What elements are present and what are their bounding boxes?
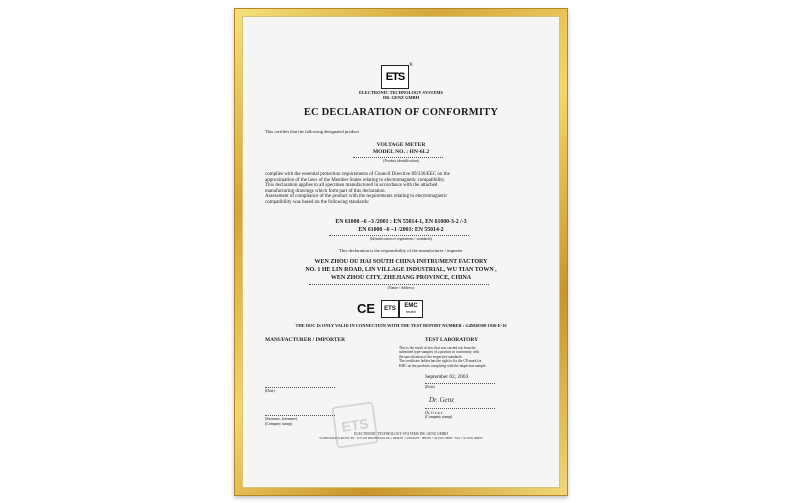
product-caption: (Product identification) [383, 159, 419, 163]
standards-line-1: EN 61000 –6 –3 /2001 : EN 55014-1, EN 61000-3-2 /-3 [335, 219, 467, 225]
emc-mark-label: EMC [404, 303, 418, 309]
document-title: EC DECLARATION OF CONFORMITY [303, 107, 499, 118]
test-lab-signer: Dr. G e n z [425, 410, 443, 415]
right-date-caption: (Date) [425, 385, 435, 389]
registered-mark: ® [409, 63, 413, 68]
right-date-rule [425, 383, 495, 384]
compliance-line: complies with the essential protection requirements of Council Directive 89/336/EEC on the [265, 172, 450, 177]
compliance-line: approximation of the laws of the Member States relating to electromagnetic compatibility. [265, 177, 446, 183]
left-date-rule [265, 387, 335, 388]
manufacturer-heading: MANUFACTURER / IMPORTER [265, 337, 345, 343]
manufacturer-rule [309, 284, 489, 285]
ets-logo [381, 65, 409, 89]
issuer-subname: DR. GENZ GMBH [383, 95, 419, 100]
test-lab-note-line: submitted type-samples of a product in conformity with [399, 350, 480, 355]
intro-text: This certifies that the following designated product [265, 129, 359, 134]
test-lab-stamp-caption: (Company stamp) [425, 415, 453, 419]
manufacturer-caption: (Name / Address) [387, 286, 415, 290]
manufacturer-line-3: WEN ZHOU CITY, ZHEJIANG PROVINCE, CHINA [330, 275, 472, 281]
test-lab-date: September 02, 2003 [425, 374, 469, 380]
standards-rule [329, 235, 469, 236]
test-lab-note-line: the specification of the respective standards. [399, 354, 463, 359]
compliance-text [265, 172, 537, 206]
issuer-name: ELECTRONIC TECHNOLOGY SYSTEMS [359, 90, 443, 95]
compliance-line: Assessment of compliance of the product with the requirements relating to electromagnetic [265, 194, 448, 200]
compliance-line: This declaration applies to all specimen manufactured in accordance with the attached [265, 183, 438, 189]
product-model: MODEL NO. : HN-6L2 [372, 149, 430, 155]
certificate-paper [249, 23, 553, 481]
compliance-line: compatibility was based on the following standards: [265, 199, 370, 205]
test-lab-note-line: This is the result of test, that was carried out from the [399, 346, 476, 350]
product-rule [353, 157, 443, 158]
test-lab-note-line: EMC on the products complying with the inspection sample. [399, 363, 487, 368]
test-lab-note-line: The certificate holder has the right to fix the CE-mark for [399, 359, 482, 364]
certificate-frame [234, 8, 568, 496]
test-lab-heading: TEST LABORATORY [425, 337, 478, 343]
ets-watermark: ETS [331, 401, 378, 448]
emc-mark [399, 300, 423, 318]
left-date-caption: (Date) [265, 389, 275, 393]
compliance-line: manufacturing drawings which form part of this declaration. [265, 188, 386, 194]
frame-mat [242, 16, 560, 488]
emc-mark-sub: tested [406, 310, 416, 314]
footer-address: STORKOWER STRASSE 38C · D-15526 REICHENWALDE b. BERLIN · GERMANY · PHONE + 49 33631 88880 · FAX + 49 33631 888650 [319, 437, 483, 440]
standards-line-2: EN 61000 –6 –1 /2001: EN 55014-2 [358, 227, 444, 233]
ets-mark: ETS [381, 300, 399, 318]
responsibility-text: This declaration is the responsibility of the manufacturer / importer [339, 248, 463, 253]
product-name: VOLTAGE METER [376, 142, 426, 148]
left-signature-caption-2: (Company stamp) [265, 422, 293, 426]
footer-company: ELECTRONIC TECHNOLOGY SYSTEMS DR. GENZ GMBH [354, 432, 448, 436]
right-signature-rule [425, 408, 495, 409]
ets-logo-text: ETS [385, 71, 405, 83]
ce-mark: CE [356, 300, 376, 316]
test-lab-signature: Dr. Genz [429, 396, 454, 404]
test-lab-note [399, 346, 486, 368]
left-signature-rule [265, 415, 335, 416]
doc-validity-text: THE DOC IS ONLY VALID IN CONNECTION WITH THE TEST REPORT NUMBER : G4M20308-1936-E-16 [295, 323, 507, 328]
standards-caption: (Identification of regulations / standards) [369, 237, 433, 241]
manufacturer-line-2: NO. 1 HE LIN ROAD, LIN VILLAGE INDUSTRIAL, WU TIAN TOWN , [305, 267, 497, 273]
left-signature-caption-1: (Surname, forename) [265, 417, 298, 421]
manufacturer-line-1: WEN ZHOU OU HAI SOUTH CHINA INSTRUMENT FACTORY [314, 259, 488, 265]
